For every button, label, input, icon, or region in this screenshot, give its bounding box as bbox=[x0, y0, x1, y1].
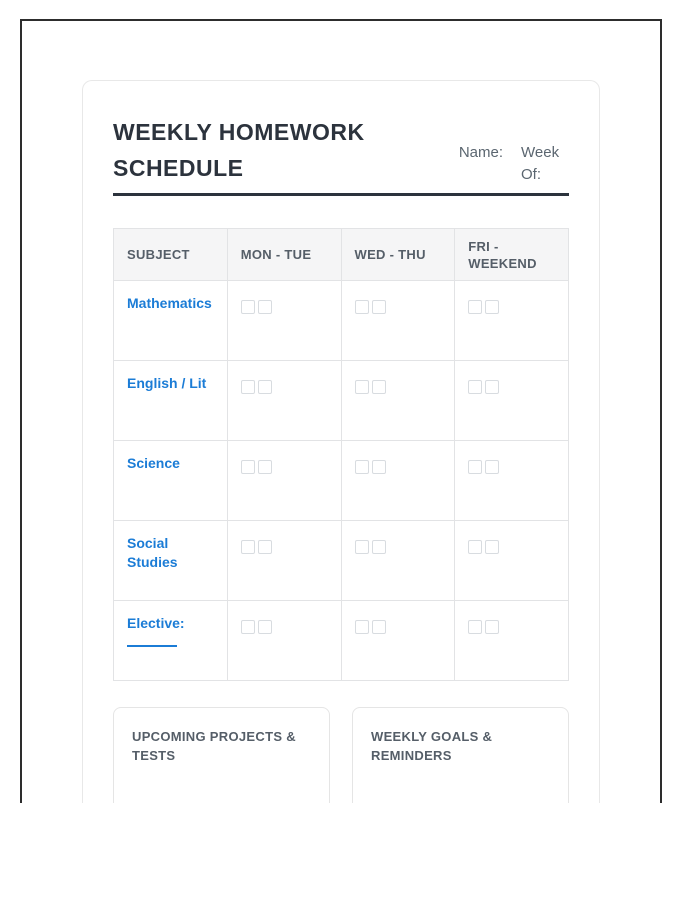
subject-cell bbox=[114, 361, 228, 441]
checkbox[interactable] bbox=[258, 460, 272, 474]
table-row bbox=[114, 521, 569, 601]
section-box bbox=[352, 707, 569, 803]
column-header: MON - TUE bbox=[227, 229, 341, 281]
table-head bbox=[114, 229, 569, 281]
checkbox-pair bbox=[355, 300, 442, 314]
checkbox[interactable] bbox=[258, 380, 272, 394]
day-cell bbox=[341, 441, 455, 521]
day-cell bbox=[227, 521, 341, 601]
day-cell bbox=[341, 601, 455, 681]
checkbox[interactable] bbox=[258, 540, 272, 554]
day-cell bbox=[341, 281, 455, 361]
checkbox-pair bbox=[355, 540, 442, 554]
day-cell bbox=[227, 441, 341, 521]
checkbox[interactable] bbox=[468, 460, 482, 474]
checkbox-pair bbox=[355, 380, 442, 394]
bottom-sections bbox=[113, 707, 569, 803]
checkbox-pair bbox=[468, 620, 555, 634]
checkbox[interactable] bbox=[258, 620, 272, 634]
checkbox[interactable] bbox=[485, 460, 499, 474]
page-title: WEEKLY HOMEWORK SCHEDULE bbox=[113, 119, 365, 181]
checkbox[interactable] bbox=[372, 300, 386, 314]
checkbox-pair bbox=[355, 460, 442, 474]
subject-label: English / Lit bbox=[127, 375, 207, 391]
checkbox[interactable] bbox=[241, 460, 255, 474]
day-cell bbox=[341, 361, 455, 441]
checkbox-pair bbox=[468, 300, 555, 314]
checkbox-pair bbox=[468, 380, 555, 394]
column-header: WED - THU bbox=[341, 229, 455, 281]
checkbox[interactable] bbox=[241, 380, 255, 394]
subject-cell bbox=[114, 521, 228, 601]
subject-cell bbox=[114, 441, 228, 521]
subject-label: Science bbox=[127, 455, 180, 471]
checkbox[interactable] bbox=[372, 620, 386, 634]
section-title: WEEKLY GOALS & REMINDERS bbox=[371, 729, 493, 763]
name-label: Name: bbox=[458, 144, 503, 161]
section-box bbox=[113, 707, 330, 803]
checkbox[interactable] bbox=[485, 300, 499, 314]
subject-cell bbox=[114, 281, 228, 361]
checkbox-pair bbox=[241, 620, 328, 634]
checkbox[interactable] bbox=[355, 620, 369, 634]
checkbox-pair bbox=[241, 380, 328, 394]
checkbox-pair bbox=[355, 620, 442, 634]
column-header: FRI - WEEKEND bbox=[455, 229, 569, 281]
day-cell bbox=[227, 361, 341, 441]
checkbox[interactable] bbox=[485, 620, 499, 634]
checkbox[interactable] bbox=[372, 540, 386, 554]
name-week-labels bbox=[459, 142, 569, 186]
checkbox-pair bbox=[241, 460, 328, 474]
day-cell bbox=[227, 601, 341, 681]
table-body bbox=[114, 281, 569, 681]
checkbox[interactable] bbox=[241, 540, 255, 554]
subject-label: Mathematics bbox=[127, 295, 212, 311]
header-divider bbox=[113, 193, 569, 196]
checkbox[interactable] bbox=[468, 620, 482, 634]
day-cell bbox=[227, 281, 341, 361]
day-cell bbox=[455, 601, 569, 681]
day-cell bbox=[455, 441, 569, 521]
schedule-card bbox=[82, 80, 600, 803]
checkbox[interactable] bbox=[485, 540, 499, 554]
column-header: SUBJECT bbox=[114, 229, 228, 281]
table-row bbox=[114, 601, 569, 681]
subject-label: Elective: bbox=[127, 615, 185, 631]
checkbox[interactable] bbox=[468, 380, 482, 394]
elective-blank-line[interactable] bbox=[127, 645, 177, 647]
checkbox[interactable] bbox=[241, 620, 255, 634]
checkbox[interactable] bbox=[468, 300, 482, 314]
checkbox[interactable] bbox=[355, 380, 369, 394]
checkbox[interactable] bbox=[355, 460, 369, 474]
checkbox[interactable] bbox=[258, 300, 272, 314]
checkbox[interactable] bbox=[355, 540, 369, 554]
checkbox[interactable] bbox=[355, 300, 369, 314]
day-cell bbox=[455, 281, 569, 361]
subject-label: Social Studies bbox=[127, 535, 178, 570]
checkbox-pair bbox=[241, 540, 328, 554]
checkbox[interactable] bbox=[372, 380, 386, 394]
checkbox[interactable] bbox=[372, 460, 386, 474]
subject-cell bbox=[114, 601, 228, 681]
checkbox-pair bbox=[241, 300, 328, 314]
day-cell bbox=[455, 521, 569, 601]
checkbox-pair bbox=[468, 460, 555, 474]
checkbox[interactable] bbox=[241, 300, 255, 314]
header-row bbox=[114, 229, 569, 281]
checkbox-pair bbox=[468, 540, 555, 554]
day-cell bbox=[455, 361, 569, 441]
table-row bbox=[114, 441, 569, 521]
day-cell bbox=[341, 521, 455, 601]
checkbox[interactable] bbox=[468, 540, 482, 554]
table-row bbox=[114, 281, 569, 361]
table-row bbox=[114, 361, 569, 441]
card-header bbox=[113, 114, 569, 186]
week-of-label: Week Of: bbox=[521, 144, 560, 183]
homework-table bbox=[113, 228, 569, 681]
checkbox[interactable] bbox=[485, 380, 499, 394]
section-title: UPCOMING PROJECTS & TESTS bbox=[132, 729, 296, 763]
